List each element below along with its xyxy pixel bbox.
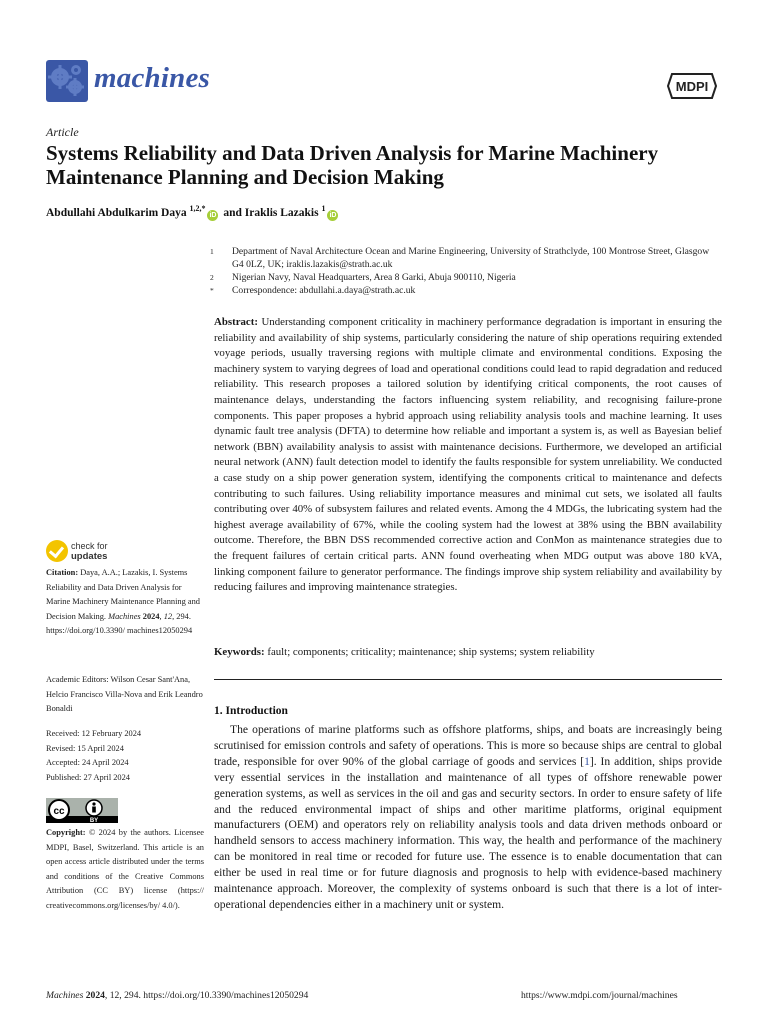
author-connector: and — [223, 206, 242, 219]
footer-journal: Machines — [46, 990, 84, 1001]
intro-paragraph — [214, 722, 722, 913]
citation-journal: Machines — [108, 611, 141, 621]
section-divider — [214, 679, 722, 680]
citation-doi[interactable]: , 294. https://doi.org/10.3390/ machines12050294 — [46, 611, 193, 635]
author-name[interactable]: Abdullahi Abdulkarim Daya — [46, 206, 187, 219]
footer-citation — [46, 990, 308, 1001]
cc-by-label: BY — [89, 818, 99, 823]
copyright-label: Copyright: — [46, 828, 86, 837]
affiliation-text: Nigerian Navy, Naval Headquarters, Area 8 Garki, Abuja 900110, Nigeria — [232, 272, 516, 283]
affiliations — [210, 245, 720, 297]
paper-title: Systems Reliability and Data Driven Analysis for Marine Machinery Maintenance Planning and Decision Making — [46, 141, 659, 189]
keywords-label: Keywords: — [214, 646, 265, 658]
received-date: Received: 12 February 2024 — [46, 729, 142, 738]
affiliation-item — [210, 245, 720, 271]
author-affiliation-marker: 1 — [321, 204, 326, 213]
check-updates-text: updates — [71, 551, 108, 562]
affiliation-text: Correspondence: abdullahi.a.daya@strath.ac.uk — [232, 285, 416, 296]
affiliation-item — [210, 284, 720, 297]
citation-text: Daya, A.A.; Lazakis, I. Systems Reliability and Data Driven Analysis for Marine Machinery Maintenance Planning and Decision Making. — [46, 568, 200, 621]
abstract-text: Understanding component criticality in machinery performance degradation is important in ensuring the reliability and availability of ship systems, particularly considering the nature of ship operations requiring extended voyage periods, usually traversing regions with multiple climate and environmental conditions. Exposing the machinery system to varying degrees of load and operational conditions could lead to rapid degradation and reduced reliability. This research proposes a tailored solution by identifying critical components, the root causes of maintenance delays, understanding the factors influencing system reliability, and recognising failure-prone components. This paper proposes a hybrid approach using reliability analysis tools and machine learning. It uses dynamic fault tree analysis (DFTA) to determine how reliable and important a system is, as well as Bayesian belief network (BBN) availability analysis to assist with maintenance decisions. Furthermore, we developed an artificial neural network (ANN) fault detection model to identify the faults responsible for system unreliability. We conducted a case study on a ship power generation system, identifying the components critical to maintenance and defects contributing to such failures. Using reliability importance measures and minimal cut sets, we isolated all faults contributing over 40% of subsystem failures and related events. Among the 4 MDGs, the lubricating system had the highest average availability of 67%, while the cooling system had the lowest at 38% using the BBN availability outcome. Therefore, the BBN DSS recommended corrective action and ConMon as maintenance strategies due to the frequent failures of certain critical parts. ANN found overheating when MDG output was above 180 kVA, linking component failure to generator performance. The findings improve ship system reliability and availability by reducing failures and improving maintenance strategies. — [214, 316, 722, 594]
mdpi-logo-icon — [666, 71, 718, 101]
accepted-date: Accepted: 24 April 2024 — [46, 758, 129, 767]
check-updates-text: check for — [71, 541, 108, 551]
citation-label: Citation: — [46, 568, 79, 577]
citation-volume: 12 — [163, 611, 173, 621]
orcid-icon[interactable]: iD — [209, 211, 217, 219]
author-affiliation-marker: 1,2,* — [189, 204, 206, 213]
citation-block: Citation: Daya, A.A.; Lazakis, I. Systems Reliability and Data Driven Analysis for Marine Machinery Maintenance Planning and Decision Making. Machines 2024, 12, 294. https://doi.org/10.3390/ machines12050294 — [46, 568, 200, 635]
checkmark-icon — [46, 540, 68, 562]
check-for-updates-badge[interactable] — [46, 540, 126, 566]
footer-doi[interactable]: , 12, 294. https://doi.org/10.3390/machines12050294 — [104, 990, 309, 1001]
affiliation-number: 1 — [210, 247, 214, 256]
footer-year: 2024 — [85, 990, 105, 1001]
keywords — [214, 645, 722, 660]
abstract — [214, 315, 722, 596]
affiliation-number: * — [210, 286, 214, 295]
section-heading: 1. Introduction — [214, 705, 288, 717]
publication-dates — [46, 727, 204, 785]
author-name[interactable]: Iraklis Lazakis — [244, 206, 319, 219]
citation-year: 2024 — [142, 611, 160, 621]
footer-journal-url[interactable]: https://www.mdpi.com/journal/machines — [521, 990, 678, 1001]
affiliation-number: 2 — [210, 273, 214, 282]
author-list — [46, 204, 340, 221]
mdpi-logo-text: MDPI — [675, 79, 709, 94]
academic-editors: Academic Editors: Wilson Cesar Sant'Ana, Helcio Francisco Villa-Nova and Erik Leandro Bonaldi — [46, 675, 203, 713]
reference-link[interactable]: 1 — [584, 754, 590, 768]
copyright-notice — [46, 826, 204, 913]
journal-name: machines — [94, 62, 210, 94]
published-date: Published: 27 April 2024 — [46, 772, 130, 782]
intro-text: The operations of marine platforms such as offshore platforms, ships, and boats are increasingly being scrutinised for emission controls and safety of operations. This is more so because ships are central to global trade, responsible for over 90% of the global carriage of goods and services [ — [214, 723, 722, 768]
keywords-text: fault; components; criticality; maintenance; ship systems; system reliability — [267, 646, 595, 658]
revised-date: Revised: 15 April 2024 — [46, 743, 124, 753]
gears-logo-icon — [46, 60, 88, 102]
abstract-label: Abstract: — [214, 316, 258, 328]
cc-label: cc — [53, 806, 65, 817]
affiliation-text: Department of Naval Architecture Ocean and Marine Engineering, University of Strathclyde, 100 Montrose Street, Glasgow G4 0LZ, UK; iraklis.lazakis@strath.ac.uk — [232, 246, 710, 270]
affiliation-item — [210, 271, 720, 284]
orcid-icon[interactable]: iD — [329, 211, 337, 219]
article-type: Article — [46, 125, 79, 139]
cc-by-license-icon[interactable] — [46, 798, 118, 823]
copyright-text: © 2024 by the authors. Licensee MDPI, Basel, Switzerland. This article is an open access article distributed under the terms and conditions of the Creative Commons Attribution (CC BY) license (https:// creativecommons.org/licenses/by/ 4.0/). — [46, 828, 204, 910]
intro-text: ]. In addition, ships provide very essential services in the installation and maintenance of all types of offshore renewable power generation systems, as well as services in the oil and gas and security sectors. In order to ensure safety of life and the reduced environmental impact of ships and other maritime platforms, original equipment manufacturers (OEM) and operators rely on reliability analysis tools and data driven methods onboard or handheld sensors to access machinery information. This way, the health and performance of the machinery can be monitored in real time or recoded for future use. The essence is to enable documentation that can either be used in real time or for future diagnosis and prognosis to help with evidence-based machinery maintenance approach. Moreover, the complexity of systems onboard is such that there is a lot of inter-operational dependencies either in a machinery unit or system. — [214, 754, 722, 911]
